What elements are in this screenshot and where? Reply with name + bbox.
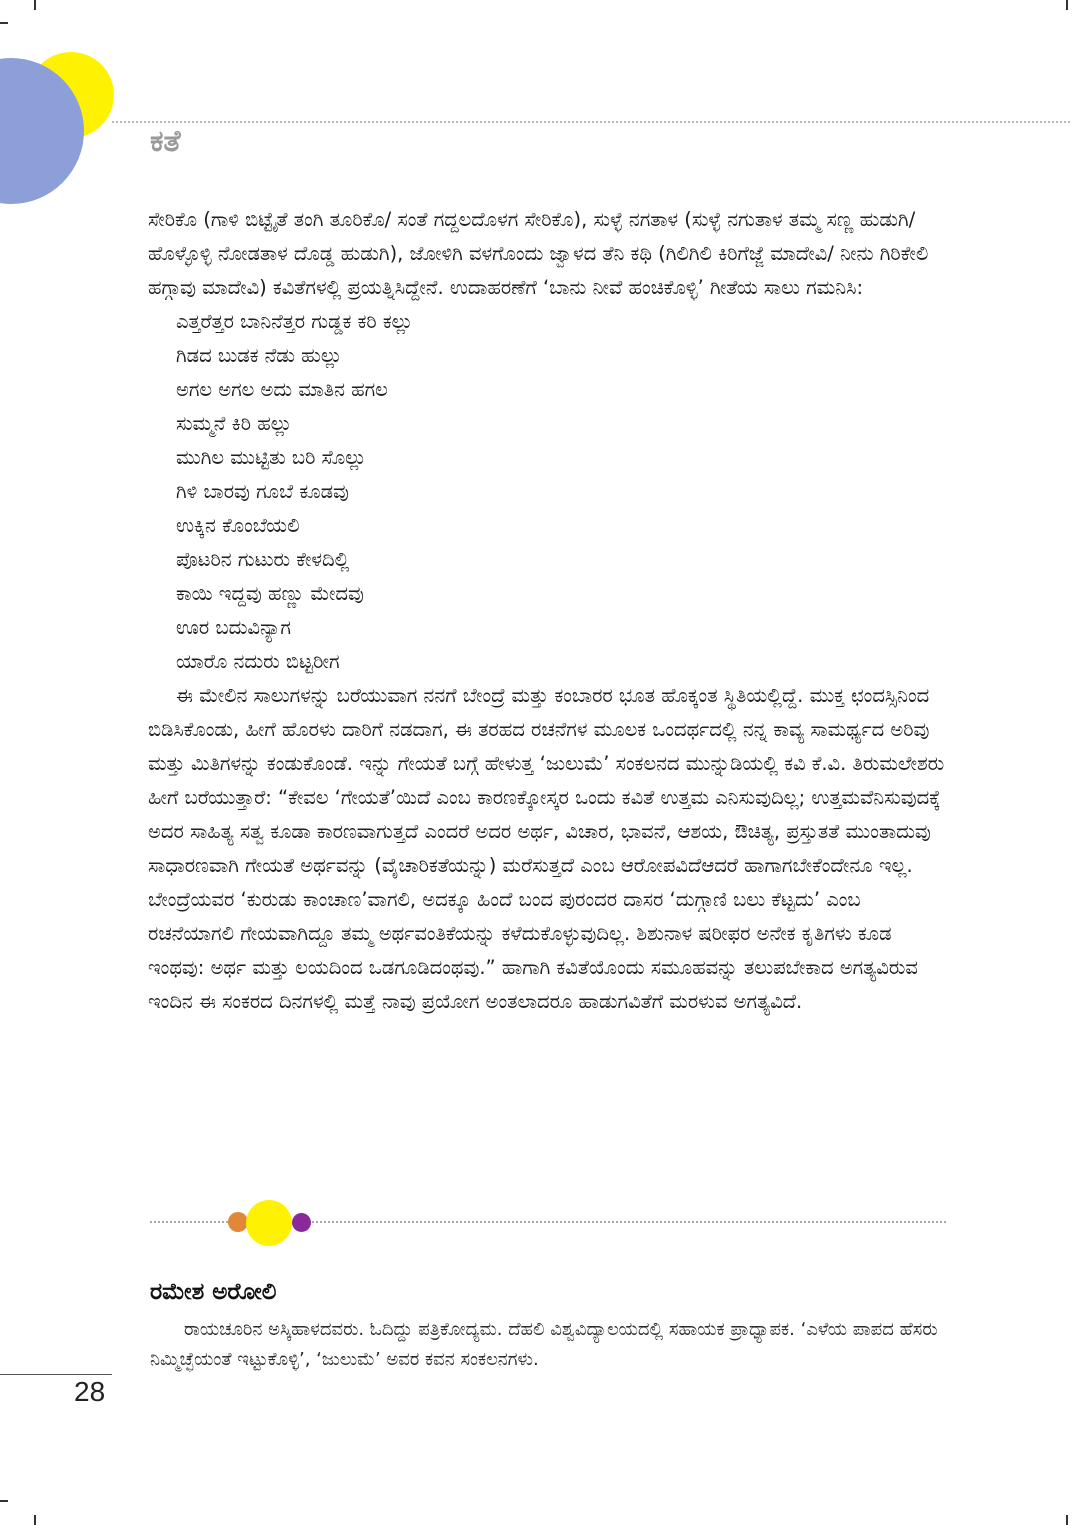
separator-dotted-rule: [308, 1221, 946, 1223]
separator-purple-dot: [292, 1213, 311, 1232]
poem-line: ಯಾರೊ ನದುರು ಬಿಟ್ಟರೀಗ: [176, 650, 340, 673]
poem-line: ಉಕ್ಕಿನ ಕೊಂಬೆಯಲಿ: [176, 514, 300, 537]
poem-stanza: [148, 305, 948, 679]
poem-line: ಮುಗಿಲ ಮುಟ್ಟಿತು ಬರಿ ಸೊಲ್ಲು: [176, 446, 367, 469]
poem-line: ಕಾಯಿ ಇದ್ದವು ಹಣ್ಣು ಮೇದವು: [176, 582, 364, 605]
paragraph-commentary: ಈ ಮೇಲಿನ ಸಾಲುಗಳನ್ನು ಬರೆಯುವಾಗ ನನಗೆ ಬೇಂದ್ರೆ ಮತ್ತು ಕಂಬಾರರ ಭೂತ ಹೊಕ್ಕಂತ ಸ್ಥಿತಿಯಲ್ಲಿದ್ದೆ. ಮುಕ್ತ ಛಂದಸ್ಸಿನಿಂದ ಬಿಡಿಸಿಕೊಂಡು, ಹೀಗೆ ಹೊರಳು ದಾರಿಗೆ ನಡದಾಗ, ಈ ತರಹದ ರಚನೆಗಳ ಮೂಲಕ ಒಂದರ್ಥದಲ್ಲಿ ನನ್ನ ಕಾವ್ಯ ಸಾಮರ್ಥ್ಯದ ಅರಿವು ಮತ್ತು ಮಿತಿಗಳನ್ನು ಕಂಡುಕೊಂಡೆ. ಇನ್ನು ಗೇಯತೆ ಬಗ್ಗೆ ಹೇಳುತ್ತ ‘ಜುಲುಮೆ’ ಸಂಕಲನದ ಮುನ್ನುಡಿಯಲ್ಲಿ ಕವಿ ಕೆ.ವಿ. ತಿರುಮಲೇಶರು ಹೀಗೆ ಬರೆಯುತ್ತಾರೆ: “ಕೇವಲ ‘ಗೇಯತೆ’ಯಿದೆ ಎಂಬ ಕಾರಣಕ್ಕೋಸ್ಕರ ಒಂದು ಕವಿತೆ ಉತ್ತಮ ಎನಿಸುವುದಿಲ್ಲ; ಉತ್ತಮವೆನಿಸುವುದಕ್ಕೆ ಅದರ ಸಾಹಿತ್ಯ ಸತ್ವ ಕೂಡಾ ಕಾರಣವಾಗುತ್ತದೆ ಎಂದರೆ ಅದರ ಅರ್ಥ, ವಿಚಾರ, ಭಾವನೆ, ಆಶಯ, ಔಚಿತ್ಯ, ಪ್ರಸ್ತುತತೆ ಮುಂತಾದುವು ಸಾಧಾರಣವಾಗಿ ಗೇಯತೆ ಅರ್ಥವನ್ನು (ವೈಚಾರಿಕತೆಯನ್ನು) ಮರೆಸುತ್ತದೆ ಎಂಬ ಆರೋಪವಿದೆಆದರೆ ಹಾಗಾಗಬೇಕೆಂದೇನೂ ಇಲ್ಲ. ಬೇಂದ್ರೆಯವರ ‘ಕುರುಡು ಕಾಂಚಾಣ’ವಾಗಲಿ, ಅದಕ್ಕೂ ಹಿಂದೆ ಬಂದ ಪುರಂದರ ದಾಸರ ‘ದುಗ್ಗಾಣಿ ಬಲು ಕೆಟ್ಟದು’ ಎಂಬ ರಚನೆಯಾಗಲಿ ಗೇಯವಾಗಿದ್ದೂ ತಮ್ಮ ಅರ್ಥವಂತಿಕೆಯನ್ನು ಕಳೆದುಕೊಳ್ಳುವುದಿಲ್ಲ. ಶಿಶುನಾಳ ಷರೀಫರ ಅನೇಕ ಕೃತಿಗಳು ಕೂಡ ಇಂಥವು: ಅರ್ಥ ಮತ್ತು ಲಯದಿಂದ ಒಡಗೂಡಿದಂಥವು.” ಹಾಗಾಗಿ ಕವಿತೆಯೊಂದು ಸಮೂಹವನ್ನು ತಲುಪಬೇಕಾದ ಅಗತ್ಯವಿರುವ ಇಂದಿನ ಈ ಸಂಕರದ ದಿನಗಳಲ್ಲಿ ಮತ್ತೆ ನಾವು ಪ್ರಯೋಗ ಅಂತಲಾದರೂ ಹಾಡುಗವಿತೆಗೆ ಮರಳುವ ಅಗತ್ಯವಿದೆ.: [148, 684, 945, 1013]
paragraph-intro: ಸೇರಿಕೊ (ಗಾಳಿ ಬಿಟ್ಟೈತೆ ತಂಗಿ ತೂರಿಕೊ/ ಸಂತೆ ಗದ್ದಲದೊಳಗ ಸೇರಿಕೊ), ಸುಳ್ಳೆ ನಗತಾಳ (ಸುಳ್ಳೆ ನಗುತಾಳ ತಮ್ಮ ಸಣ್ಣ ಹುಡುಗಿ/ ಹೊಳ್ಳೊಳ್ಳಿ ನೋಡತಾಳ ದೊಡ್ಡ ಹುಡುಗಿ), ಜೋಳಿಗಿ ವಳಗೊಂದು ಜ್ವಾಳದ ತೆನಿ ಕಥಿ (ಗಿಲಿಗಿಲಿ ಕಿರಿಗೆಜ್ಜೆ ಮಾದೇವಿ/ ನೀನು ಗಿರಿಕೇಲಿ ಹಗ್ಗಾವು ಮಾದೇವಿ) ಕವಿತೆಗಳಲ್ಲಿ ಪ್ರಯತ್ನಿಸಿದ್ದೇನೆ. ಉದಾಹರಣೆಗೆ ‘ಬಾನು ನೀವೆ ಹಂಚಿಕೊಳ್ಳಿ’ ಗೀತೆಯ ಸಾಲು ಗಮನಿಸಿ:: [148, 208, 929, 299]
crop-mark: [0, 22, 8, 24]
author-bio: ರಾಯಚೂರಿನ ಅಸ್ಕಿಹಾಳದವರು. ಓದಿದ್ದು ಪತ್ರಿಕೋದ್ಯಮ. ದೆಹಲಿ ವಿಶ್ವವಿದ್ಯಾಲಯದಲ್ಲಿ ಸಹಾಯಕ ಪ್ರಾಧ್ಯಾಪಕ. ‘ಎಳೆಯ ಪಾಪದ ಹೆಸರು ನಿಮ್ಮಿಚ್ಛೆಯಂತೆ ಇಟ್ಟುಕೊಳ್ಳಿ’, ‘ಜುಲುಮೆ’ ಅವರ ಕವನ ಸಂಕಲನಗಳು.: [150, 1319, 938, 1370]
poem-line: ಪೊಟರಿನ ಗುಟುರು ಕೇಳದಿಲ್ಲಿ: [176, 548, 350, 571]
article-body: [148, 203, 948, 1019]
header-dotted-rule: [112, 121, 1070, 123]
separator-orange-dot: [228, 1212, 248, 1232]
poem-line: ಊರ ಬದುವಿನ್ಯಾಗ: [176, 616, 291, 639]
author-name: ರಮೇಶ ಅರೋಲಿ: [150, 1279, 277, 1305]
poem-line: ಅಗಲ ಅಗಲ ಅದು ಮಾತಿನ ಹಗಲ: [176, 378, 388, 401]
poem-line: ಗಿಡದ ಬುಡಕ ನೆಡು ಹುಲ್ಲು: [176, 344, 342, 367]
poem-line: ಎತ್ತರೆತ್ತರ ಬಾನಿನೆತ್ತರ ಗುಡ್ಡಕ ಕರಿ ಕಲ್ಲು: [176, 310, 413, 333]
separator-dotted-rule: [150, 1221, 232, 1223]
crop-mark: [1066, 0, 1068, 10]
page-number: 28: [74, 1376, 106, 1407]
section-title: ಕತೆ: [150, 124, 181, 159]
poem-line: ಸುಮ್ಮನೆ ಕಿರಿ ಹಲ್ಲು: [176, 412, 292, 435]
crop-mark: [1066, 1515, 1068, 1525]
footer-rule: [0, 1374, 112, 1375]
crop-mark: [34, 0, 36, 10]
poem-line: ಗಿಳಿ ಬಾರವು ಗೂಬೆ ಕೂಡವು: [176, 480, 349, 503]
crop-mark: [34, 1515, 36, 1525]
crop-mark: [0, 1500, 8, 1502]
separator-yellow-dot: [246, 1200, 292, 1246]
